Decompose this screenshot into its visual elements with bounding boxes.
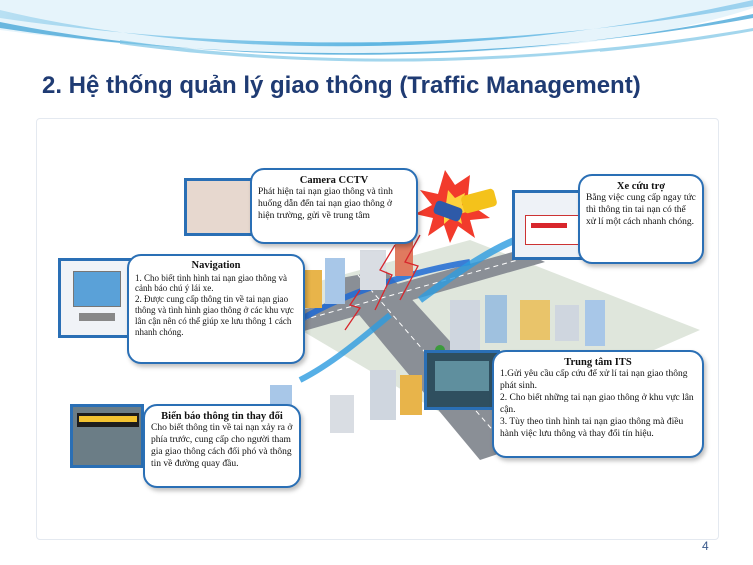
page-number: 4 <box>702 539 709 553</box>
navigation-line-2: 2. Được cung cấp thông tin về tai nạn giao thông và tình hình giao thông ở các khu vực lân cận nên có thể giúp xe lưu thông 1 cách nhanh chóng. <box>135 294 294 337</box>
variable-sign-callout <box>143 404 301 488</box>
cctv-text: Phát hiện tai nạn giao thông và tình huống dẫn đến tai nạn giao thông ở hiện trường, gửi về trung tâm <box>258 187 393 221</box>
cctv-callout <box>250 168 418 244</box>
its-center-line-2: 2. Cho biết những tai nạn giao thông ở khu vực lân cận. <box>500 392 694 415</box>
ambulance-callout <box>578 174 704 264</box>
cctv-heading: Camera CCTV <box>299 175 369 186</box>
its-center-heading: Trung tâm ITS <box>564 357 632 368</box>
variable-sign-text: Cho biết thông tin về tai nạn xảy ra ở phía trước, cung cấp cho người tham gia giao thông cách đối phó và thông tin về đường quay đầu. <box>151 423 293 469</box>
its-center-photo <box>424 350 500 410</box>
slide-title: 2. Hệ thống quản lý giao thông (Traffic Management) <box>42 72 641 99</box>
ambulance-heading: Xe cứu trợ <box>616 181 666 192</box>
navigation-callout <box>127 254 305 364</box>
variable-sign-photo <box>70 404 144 468</box>
its-center-line-3: 3. Tùy theo tình hình tai nạn giao thông mà điều hành việc lưu thông và thay đổi tín hiệu. <box>500 416 684 439</box>
ambulance-text: Bằng việc cung cấp ngay tức thì thông tin tai nạn có thể xử lí một cách nhanh chóng. <box>586 193 696 227</box>
cctv-camera-photo <box>184 178 256 236</box>
its-center-line-1: 1.Gửi yêu cầu cấp cứu để xử lí tai nạn giao thông phát sinh. <box>500 369 688 391</box>
navigation-heading: Navigation <box>191 260 241 271</box>
variable-sign-heading: Biển báo thông tin thay đổi <box>161 411 283 422</box>
its-center-callout <box>492 350 704 458</box>
navigation-line-1: 1. Cho biết tình hình tai nạn giao thông và cảnh báo chú ý lái xe. <box>135 272 287 294</box>
navigation-device-photo <box>58 258 138 338</box>
